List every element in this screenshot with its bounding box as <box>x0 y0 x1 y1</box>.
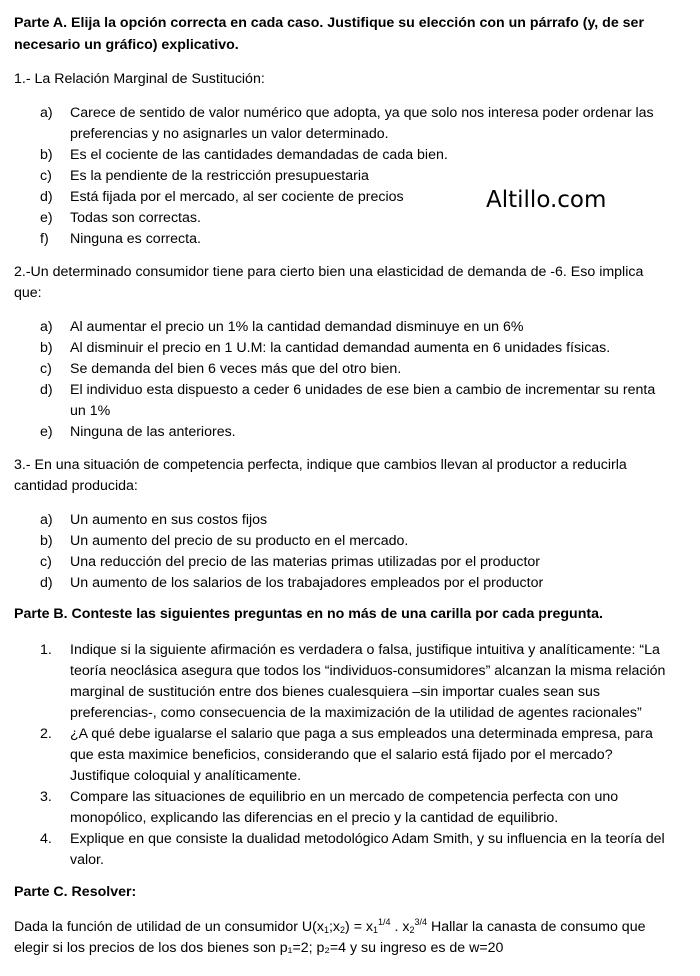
q1-option-f <box>40 229 201 249</box>
option-text: Carece de sentido de valor numérico que adopta, ya que solo nos interesa poder ordenar las <box>70 105 654 121</box>
q2-option-a <box>40 317 524 337</box>
item-text: Explique en que consiste la dualidad metodológico Adam Smith, y su influencia en la teoría del <box>70 831 665 847</box>
q3-option-a <box>40 510 267 530</box>
option-mark: b) <box>40 340 53 356</box>
q1-option-b <box>40 145 448 165</box>
option-text: Una reducción del precio de las materias primas utilizadas por el productor <box>70 554 540 570</box>
option-text: Es el cociente de las cantidades demandadas de cada bien. <box>70 147 448 163</box>
parte-a-header-line1: Parte A. Elija la opción correcta en cada caso. Justifique su elección con un párrafo (y, de ser <box>14 15 644 31</box>
item-text: ¿A qué debe igualarse el salario que paga a sus empleados una determinada empresa, para <box>70 726 653 742</box>
item-number: 1. <box>40 642 52 658</box>
option-mark: b) <box>40 147 53 163</box>
option-text: Al disminuir el precio en 1 U.M: la cantidad demandad aumenta en 6 unidades físicas. <box>70 340 611 356</box>
option-mark: e) <box>40 424 53 440</box>
item-number: 4. <box>40 831 52 847</box>
q1-option-c <box>40 166 369 186</box>
option-text: Un aumento del precio de su producto en el mercado. <box>70 533 409 549</box>
option-mark: d) <box>40 189 53 205</box>
b-item-2-line2: que esta maximice beneficios, considerando que el salario está fijado por el mercado? <box>70 747 613 763</box>
option-mark: d) <box>40 575 53 591</box>
c-sup-2: 3/4 <box>414 917 428 927</box>
b-item-2-line3: Justifique coloquial y analíticamente. <box>70 768 302 784</box>
c-sub-3: 1 <box>373 925 379 935</box>
q1-option-a <box>40 103 654 123</box>
c-text-a: Dada la función de utilidad de un consumidor U(x <box>14 919 324 935</box>
parte-c-line2: elegir si los precios de los dos bienes son p₁=2; p₂=4 y su ingreso es de w=20 <box>14 940 504 956</box>
option-text: Ninguna de las anteriores. <box>70 424 236 440</box>
q3-title-line2: cantidad producida: <box>14 478 138 494</box>
watermark: Altillo.com <box>486 187 607 213</box>
q2-title-line2: que: <box>14 285 42 301</box>
b-item-1 <box>40 640 660 660</box>
q1-option-e <box>40 208 201 228</box>
c-sub-1: 1 <box>323 925 329 935</box>
option-text: Ninguna es correcta. <box>70 231 201 247</box>
q2-option-d-cont: un 1% <box>70 403 111 419</box>
c-semicolon: ;x <box>328 919 341 935</box>
c-sub-2: 2 <box>340 925 346 935</box>
b-item-4-line2: valor. <box>70 852 104 868</box>
item-text: Compare las situaciones de equilibrio en un mercado de competencia perfecta con uno <box>70 789 619 805</box>
q2-title-line1: 2.-Un determinado consumidor tiene para cierto bien una elasticidad de demanda de -6. Eso implica <box>14 264 644 280</box>
parte-b-header: Parte B. Conteste las siguientes preguntas en no más de una carilla por cada pregunta. <box>14 606 603 622</box>
option-text: Está fijada por el mercado, al ser cociente de precios <box>70 189 404 205</box>
option-mark: a) <box>40 512 53 528</box>
q3-option-c <box>40 552 540 572</box>
option-text: Todas son correctas. <box>70 210 201 226</box>
q3-option-d <box>40 573 543 593</box>
item-number: 2. <box>40 726 52 742</box>
q1-option-a-cont: preferencias y no asignarles un valor determinado. <box>70 126 389 142</box>
parte-a-header-line2: necesario un gráfico) explicativo. <box>14 37 239 53</box>
c-sub-4: 2 <box>409 925 415 935</box>
option-text: Un aumento de los salarios de los trabajadores empleados por el productor <box>70 575 544 591</box>
q2-option-b <box>40 338 610 358</box>
b-item-1-line2: teoría neoclásica asegura que todos los “individuos-consumidores” alcanzan la misma relación <box>70 663 666 679</box>
option-text: Se demanda del bien 6 veces más que del otro bien. <box>70 361 402 377</box>
option-text: Es la pendiente de la restricción presupuestaria <box>70 168 369 184</box>
option-mark: a) <box>40 105 53 121</box>
q1-option-d <box>40 187 404 207</box>
item-number: 3. <box>40 789 52 805</box>
option-mark: b) <box>40 533 53 549</box>
b-item-2 <box>40 724 653 744</box>
q3-title-line1: 3.- En una situación de competencia perfecta, indique que cambios llevan al productor a reducirla <box>14 457 627 473</box>
b-item-3 <box>40 787 618 807</box>
q3-option-b <box>40 531 408 551</box>
option-mark: c) <box>40 361 52 377</box>
parte-c-line1 <box>14 918 645 937</box>
b-item-4 <box>40 829 665 849</box>
c-text-b: ) = x <box>345 919 374 935</box>
c-sup-1: 1/4 <box>378 917 391 927</box>
option-mark: a) <box>40 319 53 335</box>
q2-option-d <box>40 380 655 400</box>
b-item-1-line4: preferencias-, como consecuencia de la maximización de la utilidad de agentes racionales” <box>70 705 642 721</box>
option-mark: c) <box>40 554 52 570</box>
parte-c-header: Parte C. Resolver: <box>14 884 137 900</box>
option-mark: e) <box>40 210 53 226</box>
b-item-1-line3: marginal de sustitución entre dos bienes cualesquiera –sin importar cuales sean sus <box>70 684 600 700</box>
option-mark: f) <box>40 231 49 247</box>
q1-title: 1.- La Relación Marginal de Sustitución: <box>14 71 265 87</box>
c-text-c: Hallar la canasta de consumo que <box>427 919 646 935</box>
option-mark: d) <box>40 382 53 398</box>
option-text: El individuo esta dispuesto a ceder 6 unidades de ese bien a cambio de incrementar su renta <box>70 382 656 398</box>
q2-option-e <box>40 422 236 442</box>
option-mark: c) <box>40 168 52 184</box>
option-text: Al aumentar el precio un 1% la cantidad demandad disminuye en un 6% <box>70 319 524 335</box>
option-text: Un aumento en sus costos fijos <box>70 512 268 528</box>
b-item-3-line2: monopólico, explicando las diferencias en el precio y la cantidad de equilibrio. <box>70 810 559 826</box>
item-text: Indique si la siguiente afirmación es verdadera o falsa, justifique intuitiva y analíticamente: “La <box>70 642 660 658</box>
c-dot: . x <box>390 919 410 935</box>
q2-option-c <box>40 359 401 379</box>
